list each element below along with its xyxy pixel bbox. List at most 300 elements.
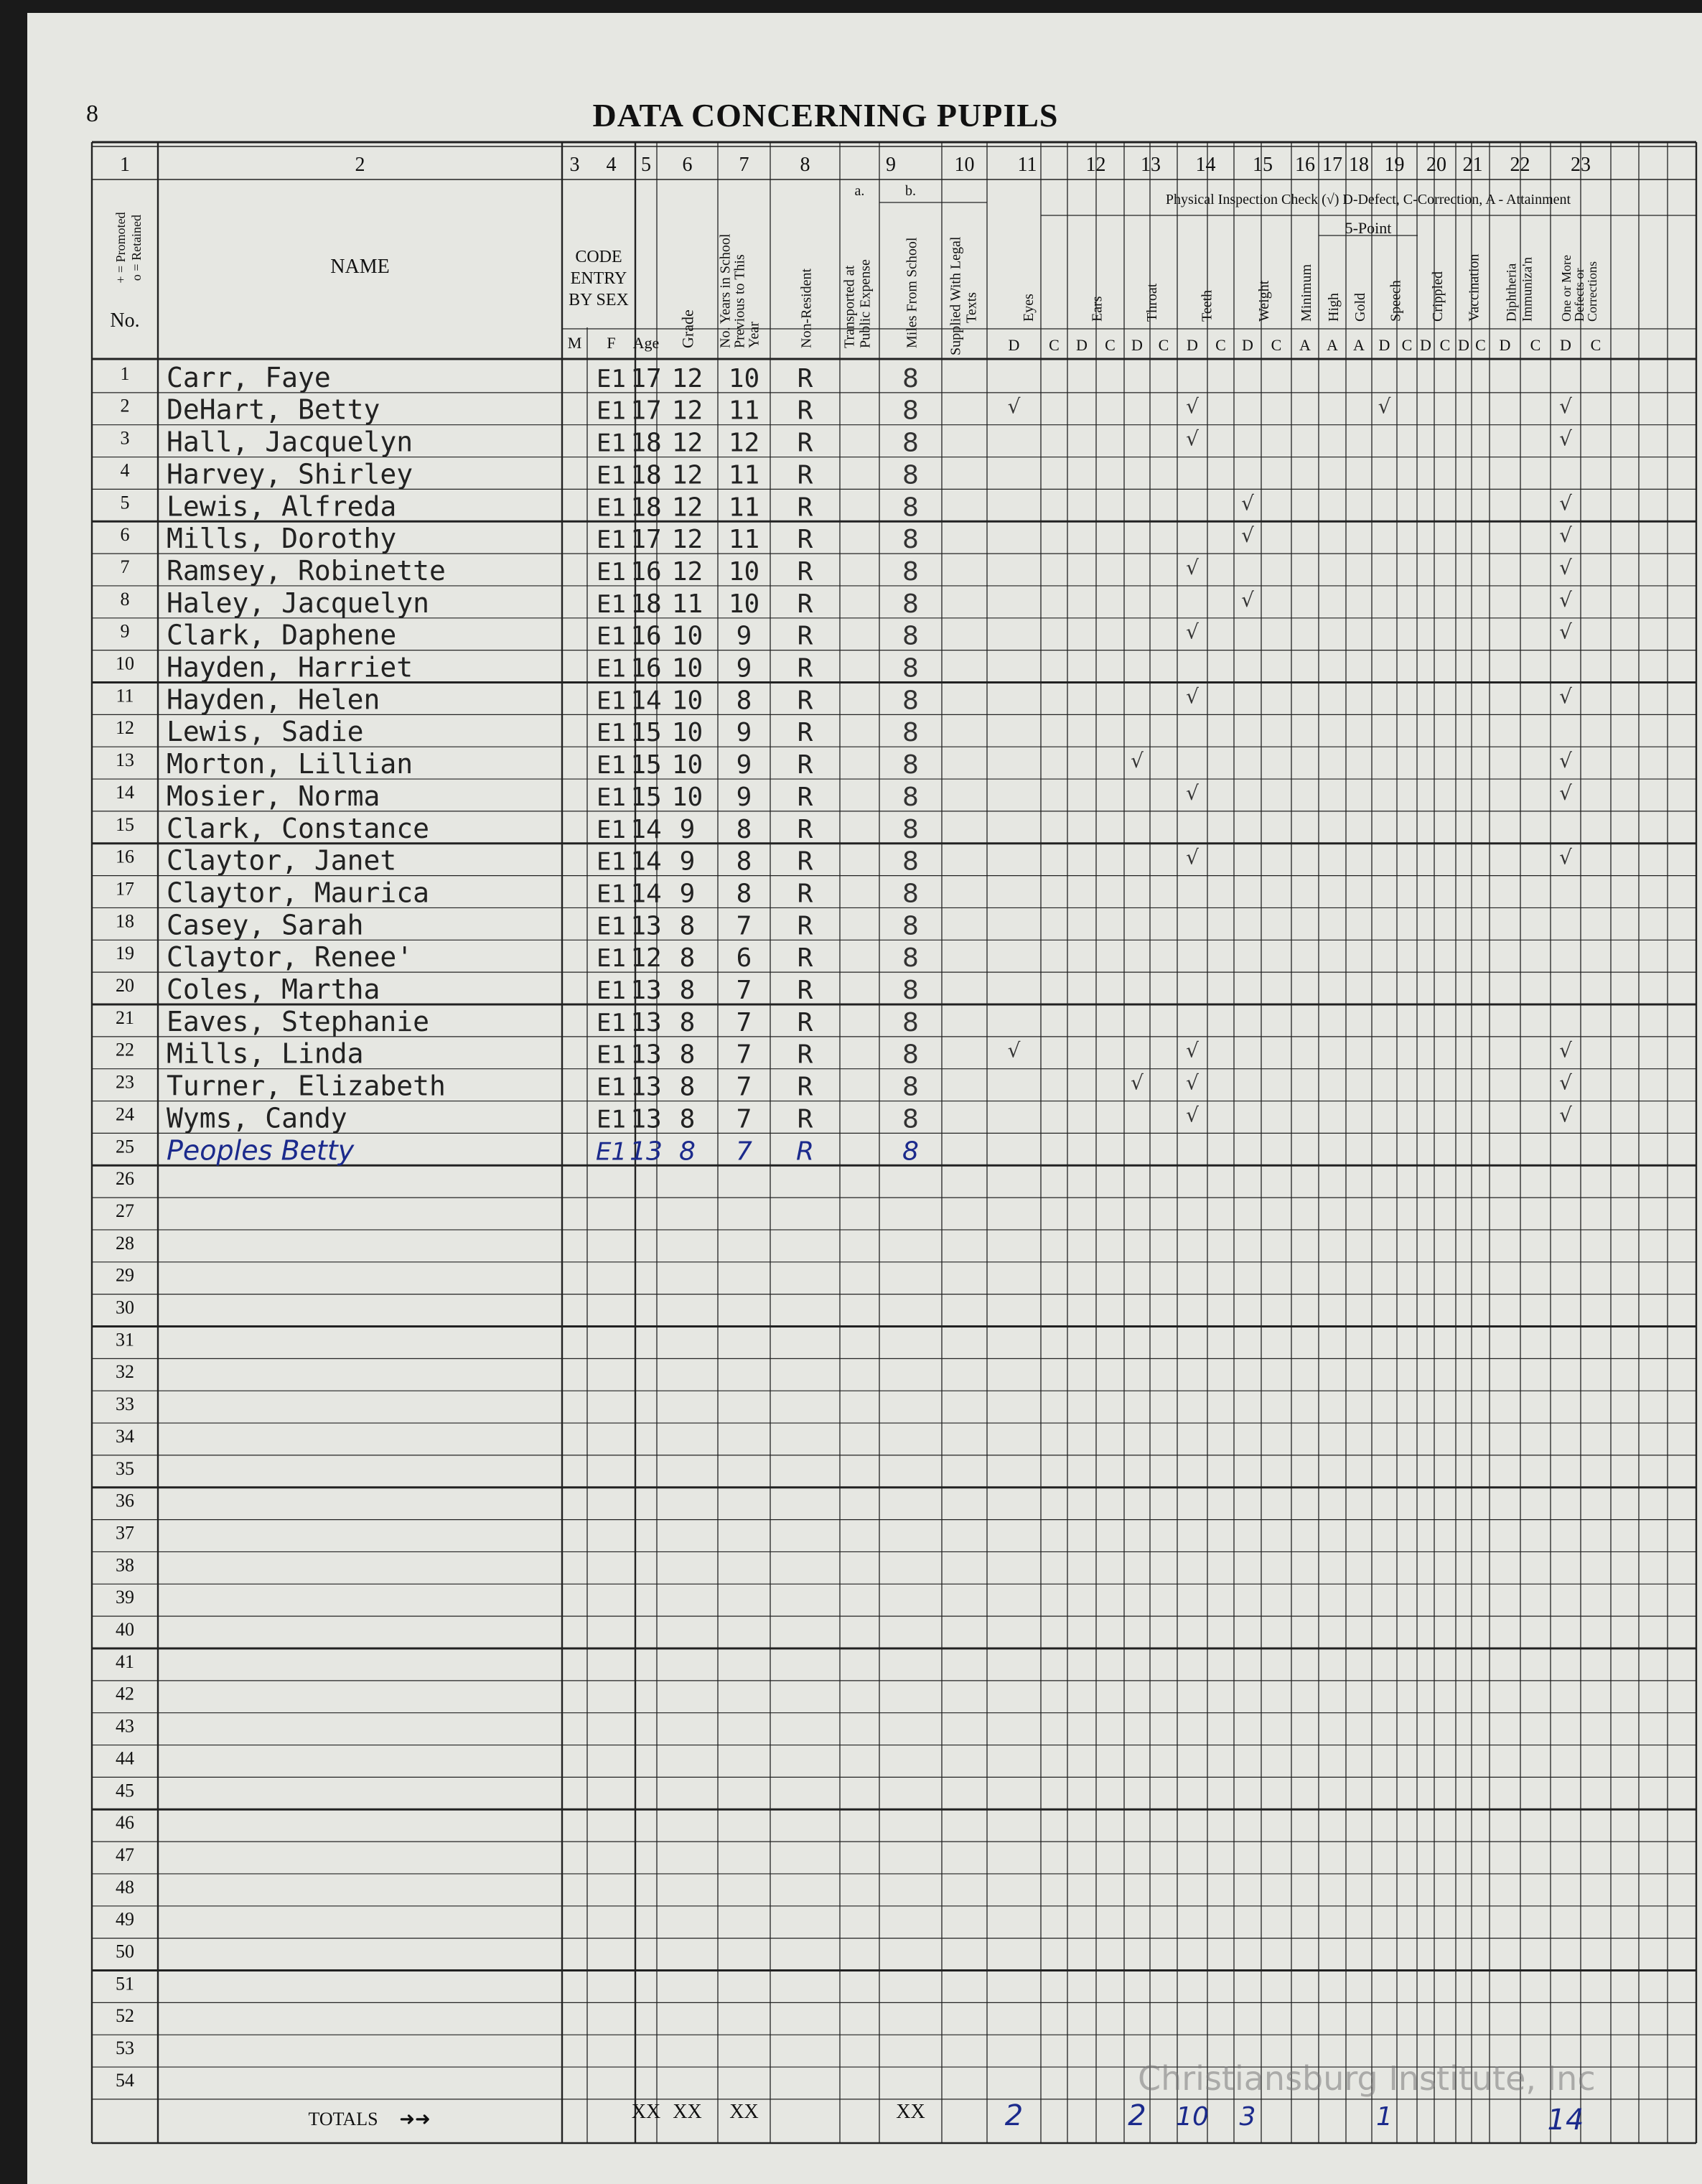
pupil-name: Claytor, Renee'	[167, 941, 413, 974]
table-body	[116, 362, 1572, 2091]
years-label: No. Years in School	[717, 233, 734, 348]
pupil-name: Turner, Elizabeth	[167, 1070, 446, 1102]
dc-label: C	[1475, 336, 1486, 354]
non-resident-value: R	[797, 493, 813, 523]
non-resident-value: R	[797, 1007, 813, 1037]
code-entry: E1	[597, 526, 626, 555]
code-entry: E1	[597, 461, 626, 490]
dc-label: C	[1158, 336, 1169, 354]
row-number: 44	[116, 1747, 134, 1769]
dc-label: C	[1590, 336, 1602, 354]
miles-label: Miles From School	[904, 237, 920, 348]
column-number: 12	[1085, 154, 1106, 176]
row-number: 36	[116, 1490, 134, 1511]
code-entry: E1	[597, 815, 626, 844]
grade-value: 8	[679, 1072, 696, 1102]
row-number: 37	[116, 1522, 134, 1544]
row-number: 49	[116, 1908, 134, 1930]
non-resident-value: R	[797, 750, 813, 780]
pupil-name: Eaves, Stephanie	[167, 1005, 430, 1037]
age-value: 15	[630, 782, 662, 812]
row-number: 10	[116, 653, 134, 674]
miles-value: 8	[902, 556, 919, 587]
row-number: 28	[116, 1232, 134, 1254]
dc-label: D	[1420, 336, 1431, 354]
pupil-name: Clark, Daphene	[167, 619, 397, 651]
no-label: No.	[110, 309, 140, 332]
row-number: 4	[120, 459, 130, 481]
pupil-name: Haley, Jacquelyn	[167, 587, 430, 619]
years-value: 7	[736, 1104, 752, 1134]
totals-arrow: ➜➜	[399, 2109, 431, 2129]
non-resident-value: R	[797, 814, 813, 844]
check-mark: √	[1559, 1070, 1572, 1095]
table-row	[121, 362, 919, 393]
check-mark: √	[1186, 555, 1199, 579]
totals-weight: 3	[1239, 2102, 1256, 2132]
check-mark: √	[1559, 620, 1572, 644]
years-value: 9	[736, 718, 752, 748]
code-entry: E1	[597, 429, 626, 458]
age-value: 18	[630, 428, 662, 458]
row-number: 27	[116, 1200, 134, 1221]
miles-value: 8	[902, 653, 919, 683]
inspection-label: Speech	[1388, 280, 1404, 322]
table-row	[121, 587, 1573, 619]
age-value: 13	[630, 976, 662, 1005]
code-entry: E1	[597, 719, 626, 748]
miles-value: 8	[902, 589, 919, 619]
row-number: 29	[116, 1264, 134, 1286]
check-mark: √	[1378, 394, 1391, 419]
grade-value: 12	[671, 363, 703, 393]
dc-label: D	[1008, 336, 1020, 354]
table-row	[121, 620, 1573, 651]
years-value: 7	[736, 911, 752, 941]
code-entry: E1	[597, 912, 626, 941]
totals-eyes: 2	[1004, 2099, 1024, 2132]
pupil-name: Ramsey, Robinette	[167, 554, 446, 587]
diphtheria-label: Immuniza'n	[1520, 257, 1535, 322]
m-label: M	[567, 334, 582, 352]
row-number: 52	[116, 2005, 134, 2027]
age-value: 18	[630, 589, 662, 619]
check-mark: √	[1186, 1038, 1199, 1063]
miles-value: 8	[902, 493, 919, 523]
pupil-name: Hall, Jacquelyn	[167, 426, 413, 458]
age-value: 18	[630, 493, 662, 523]
age-value: 12	[630, 943, 662, 974]
non-resident-value: R	[797, 782, 813, 812]
column-number: 19	[1384, 154, 1405, 176]
miles-value: 8	[902, 943, 919, 974]
grade-value: 12	[671, 396, 703, 426]
pupil-name: Coles, Martha	[167, 974, 380, 1005]
grade-value: 11	[671, 589, 703, 619]
non-resident-value: R	[797, 396, 813, 426]
non-resident-value: R	[797, 879, 813, 909]
code-entry: E1	[597, 1073, 626, 1102]
promoted-note: + = Promoted	[113, 212, 128, 284]
row-number: 48	[116, 1876, 134, 1898]
table-row	[121, 523, 1573, 554]
legal-texts-label: Supplied With Legal	[948, 236, 964, 355]
inspection-label: Weight	[1256, 280, 1272, 322]
row-number: 5	[120, 492, 130, 513]
column-number: 2	[355, 154, 365, 176]
miles-value: 8	[902, 396, 919, 426]
grade-value: 8	[679, 976, 696, 1005]
miles-value: 8	[902, 686, 919, 716]
years-value: 8	[736, 686, 752, 716]
row-number: 1	[120, 363, 130, 384]
pupil-name: Wyms, Candy	[167, 1102, 347, 1134]
check-mark: √	[1559, 426, 1572, 451]
column-number: 14	[1195, 154, 1216, 176]
miles-value: 8	[902, 1072, 919, 1102]
grade-value: 10	[671, 686, 703, 716]
pupil-name: Mills, Dorothy	[167, 523, 397, 555]
years-value: 11	[728, 396, 760, 426]
non-resident-value: R	[797, 589, 813, 619]
row-number: 17	[116, 878, 134, 900]
transported-label: Public Expense	[857, 259, 874, 348]
non-resident-value: R	[797, 460, 813, 490]
check-mark: √	[1186, 426, 1199, 451]
row-number: 18	[116, 910, 134, 932]
non-resident-value: R	[797, 1104, 813, 1134]
dc-label: C	[1530, 336, 1541, 354]
dc-label: D	[1458, 336, 1469, 354]
inspection-label: Throat	[1144, 283, 1160, 322]
check-mark: √	[1559, 555, 1572, 579]
row-number: 40	[116, 1619, 134, 1640]
non-resident-value: R	[797, 846, 813, 877]
code-entry: E1	[597, 1008, 626, 1037]
pupil-name: Hayden, Helen	[167, 683, 380, 716]
grade-value: 8	[679, 1040, 696, 1070]
pupil-name: Clark, Constance	[167, 812, 430, 844]
non-resident-value: R	[797, 621, 813, 651]
check-mark: √	[1559, 749, 1572, 773]
years-value: 10	[728, 556, 760, 587]
page-number: 8	[86, 101, 98, 127]
totals-row	[308, 2099, 1584, 2137]
age-value: 14	[630, 879, 662, 909]
years-value: 11	[728, 525, 760, 555]
code-entry: E1	[597, 847, 626, 877]
check-mark: √	[1559, 845, 1572, 869]
years-value: 8	[736, 814, 752, 844]
pupil-name: Hayden, Harriet	[167, 651, 413, 683]
table-row	[116, 909, 919, 941]
pupil-name: Mills, Linda	[167, 1037, 364, 1070]
table-row	[116, 1038, 1572, 1070]
pupil-name: Peoples Betty	[167, 1134, 355, 1167]
totals-defects: 14	[1547, 2104, 1584, 2137]
row-number: 21	[116, 1007, 134, 1028]
code-entry: E1	[597, 976, 626, 1005]
check-mark: √	[1186, 684, 1199, 709]
table-row	[121, 555, 1573, 587]
code-entry: E1	[597, 589, 626, 619]
check-mark: √	[1559, 587, 1572, 612]
column-number: 23	[1571, 154, 1591, 176]
row-number: 41	[116, 1651, 134, 1672]
row-number: 31	[116, 1329, 134, 1350]
column-number: 15	[1253, 154, 1273, 176]
check-mark: √	[1007, 394, 1021, 419]
years-value: 11	[728, 493, 760, 523]
non-resident-value: R	[797, 718, 813, 748]
code-entry: E1	[597, 686, 626, 716]
code-entry: E1	[597, 396, 626, 426]
transported-label: Transported at	[841, 265, 858, 348]
code-entry: E1	[597, 783, 626, 812]
grade-value: 9	[679, 846, 696, 877]
years-value: 8	[736, 879, 752, 909]
years-label: Previous to This	[731, 254, 748, 348]
physical-inspection-title: Physical Inspection Check (√) D-Defect, C-Correction, A - Attainment	[1165, 192, 1571, 207]
row-number: 24	[116, 1103, 134, 1125]
row-number: 26	[116, 1168, 134, 1190]
table-row	[121, 490, 1573, 522]
page-title: DATA CONCERNING PUPILS	[592, 97, 1059, 134]
row-number: 34	[116, 1425, 134, 1447]
non-resident-value: R	[797, 976, 813, 1005]
years-value: 7	[736, 1137, 752, 1167]
defects-label: Defects or	[1572, 268, 1586, 322]
dc-label: C	[1439, 336, 1451, 354]
col9a-label: a.	[854, 183, 865, 199]
miles-value: 8	[902, 460, 919, 490]
check-mark: √	[1131, 749, 1144, 773]
code-entry: E1	[595, 1137, 627, 1167]
age-value: 15	[630, 750, 662, 780]
years-value: 7	[736, 976, 752, 1005]
code-entry: E1	[597, 364, 626, 393]
defects-label: One or More	[1559, 255, 1574, 322]
column-number: 7	[739, 154, 749, 176]
row-number: 42	[116, 1683, 134, 1704]
years-value: 7	[736, 1072, 752, 1102]
non-resident-value: R	[797, 363, 813, 393]
miles-value: 8	[902, 621, 919, 651]
column-number: 16	[1295, 154, 1315, 176]
grade-value: 12	[671, 493, 703, 523]
years-value: 9	[736, 782, 752, 812]
age-value: 13	[630, 1072, 662, 1102]
check-mark: √	[1241, 523, 1254, 548]
column-number: 13	[1141, 154, 1161, 176]
dc-label: D	[1242, 336, 1253, 354]
inspection-label: Ears	[1089, 296, 1105, 322]
dc-label: D	[1131, 336, 1143, 354]
inspection-label: Eyes	[1021, 294, 1037, 322]
miles-value: 8	[902, 428, 919, 458]
pupil-name: Lewis, Sadie	[167, 716, 364, 748]
inspection-label: High	[1326, 293, 1342, 322]
check-mark: √	[1559, 523, 1572, 548]
dc-label: D	[1499, 336, 1511, 354]
pupil-name: Lewis, Alfreda	[167, 490, 397, 523]
check-mark: √	[1559, 780, 1572, 805]
grade-value: 10	[671, 621, 703, 651]
column-number: 10	[954, 154, 975, 176]
check-mark: √	[1559, 1038, 1572, 1063]
row-number: 13	[116, 750, 134, 771]
inspection-label: Minimum	[1299, 263, 1314, 322]
miles-value: 8	[902, 976, 919, 1005]
miles-value: 8	[902, 718, 919, 748]
grade-value: 10	[671, 782, 703, 812]
legal-texts-label: Texts	[963, 291, 980, 323]
five-point-label: 5-Point	[1345, 219, 1392, 237]
years-value: 12	[728, 428, 760, 458]
age-value: 13	[630, 1040, 662, 1070]
check-mark: √	[1241, 587, 1254, 612]
dc-label: D	[1560, 336, 1571, 354]
dc-label: C	[1271, 336, 1282, 354]
check-mark: √	[1559, 394, 1572, 419]
pupil-name: Claytor, Janet	[167, 844, 397, 877]
row-number: 51	[116, 1973, 134, 1994]
age-value: 13	[630, 1007, 662, 1037]
defects-label: Corrections	[1585, 261, 1599, 322]
dc-label: C	[1215, 336, 1226, 354]
row-number: 14	[116, 781, 134, 803]
grade-value: 8	[679, 1104, 696, 1134]
diphtheria-label: Diphtheria	[1504, 263, 1520, 322]
grade-value: 10	[671, 653, 703, 683]
miles-value: 8	[902, 1040, 919, 1070]
age-value: 14	[630, 686, 662, 716]
check-mark: √	[1186, 394, 1199, 419]
grade-label: Grade	[678, 309, 697, 348]
totals-years: XX	[729, 2101, 759, 2123]
row-number: 47	[116, 1844, 134, 1865]
years-value: 10	[728, 589, 760, 619]
age-value: 17	[630, 525, 662, 555]
age-value: 16	[630, 556, 662, 587]
non-resident-value: R	[797, 525, 813, 555]
grade-value: 12	[671, 428, 703, 458]
row-number: 2	[120, 395, 130, 416]
miles-value: 8	[902, 1007, 919, 1037]
age-value: 14	[630, 846, 662, 877]
column-number: 18	[1349, 154, 1369, 176]
dc-label: A	[1327, 336, 1338, 354]
row-number: 32	[116, 1361, 134, 1383]
inspection-label: Crippled	[1430, 271, 1446, 322]
miles-value: 8	[902, 782, 919, 812]
watermark: Christiansburg Institute, Inc	[1138, 2059, 1596, 2098]
code-entry-label: ENTRY	[570, 269, 627, 288]
table-row	[116, 780, 1572, 812]
inspection-label: Vaccination	[1466, 253, 1482, 322]
row-number: 46	[116, 1812, 134, 1834]
non-resident-label: Non-Resident	[798, 268, 815, 348]
miles-value: 8	[902, 846, 919, 877]
dc-label: C	[1105, 336, 1116, 354]
code-entry: E1	[597, 622, 626, 651]
years-value: 8	[736, 846, 752, 877]
check-mark: √	[1007, 1038, 1021, 1063]
non-resident-value: R	[797, 653, 813, 683]
inspection-label: Teeth	[1199, 289, 1215, 322]
totals-throat: 2	[1128, 2099, 1146, 2132]
years-value: 9	[736, 750, 752, 780]
age-value: 17	[630, 396, 662, 426]
row-number: 39	[116, 1587, 134, 1608]
row-number: 38	[116, 1554, 134, 1576]
row-number: 16	[116, 846, 134, 867]
row-number: 35	[116, 1457, 134, 1479]
years-value: 7	[736, 1007, 752, 1037]
pupil-name: Claytor, Maurica	[167, 877, 430, 909]
table-row	[116, 716, 919, 747]
column-number: 20	[1426, 154, 1446, 176]
dc-label: A	[1353, 336, 1365, 354]
code-entry: E1	[597, 944, 626, 974]
years-value: 11	[728, 460, 760, 490]
age-value: 14	[630, 814, 662, 844]
table-row	[116, 845, 1572, 877]
grade-value: 12	[671, 525, 703, 555]
col9b-label: b.	[905, 183, 916, 199]
grade-value: 12	[671, 460, 703, 490]
miles-value: 8	[902, 750, 919, 780]
dc-label: D	[1076, 336, 1088, 354]
grade-value: 8	[679, 943, 696, 974]
check-mark: √	[1241, 491, 1254, 515]
age-value: 16	[630, 653, 662, 683]
inspection-label: Gold	[1352, 293, 1368, 322]
row-number: 43	[116, 1715, 134, 1737]
row-number: 15	[116, 813, 134, 835]
check-mark: √	[1186, 1103, 1199, 1127]
row-number: 8	[120, 588, 130, 610]
row-number: 45	[116, 1780, 134, 1801]
table-row	[121, 458, 919, 490]
years-label: Year	[746, 322, 762, 348]
grade-value: 9	[679, 879, 696, 909]
dc-label: A	[1299, 336, 1311, 354]
check-mark: √	[1559, 491, 1572, 515]
table-row	[116, 748, 1572, 780]
miles-value: 8	[902, 525, 919, 555]
row-number: 3	[120, 427, 130, 449]
non-resident-value: R	[797, 1072, 813, 1102]
years-value: 9	[736, 621, 752, 651]
grade-value: 8	[679, 1137, 696, 1167]
table-row	[116, 877, 919, 908]
table-row	[116, 1006, 919, 1037]
miles-value: 8	[902, 814, 919, 844]
non-resident-value: R	[797, 1040, 813, 1070]
miles-value: 8	[902, 879, 919, 909]
code-entry: E1	[597, 557, 626, 587]
table-row	[116, 1070, 1572, 1102]
row-number: 20	[116, 975, 134, 996]
miles-value: 8	[902, 1137, 919, 1167]
column-number: 17	[1322, 154, 1342, 176]
grade-value: 8	[679, 1007, 696, 1037]
non-resident-value: R	[797, 556, 813, 587]
row-number: 54	[116, 2069, 134, 2091]
table-row	[116, 974, 919, 1005]
code-entry-label: BY SEX	[569, 291, 629, 309]
